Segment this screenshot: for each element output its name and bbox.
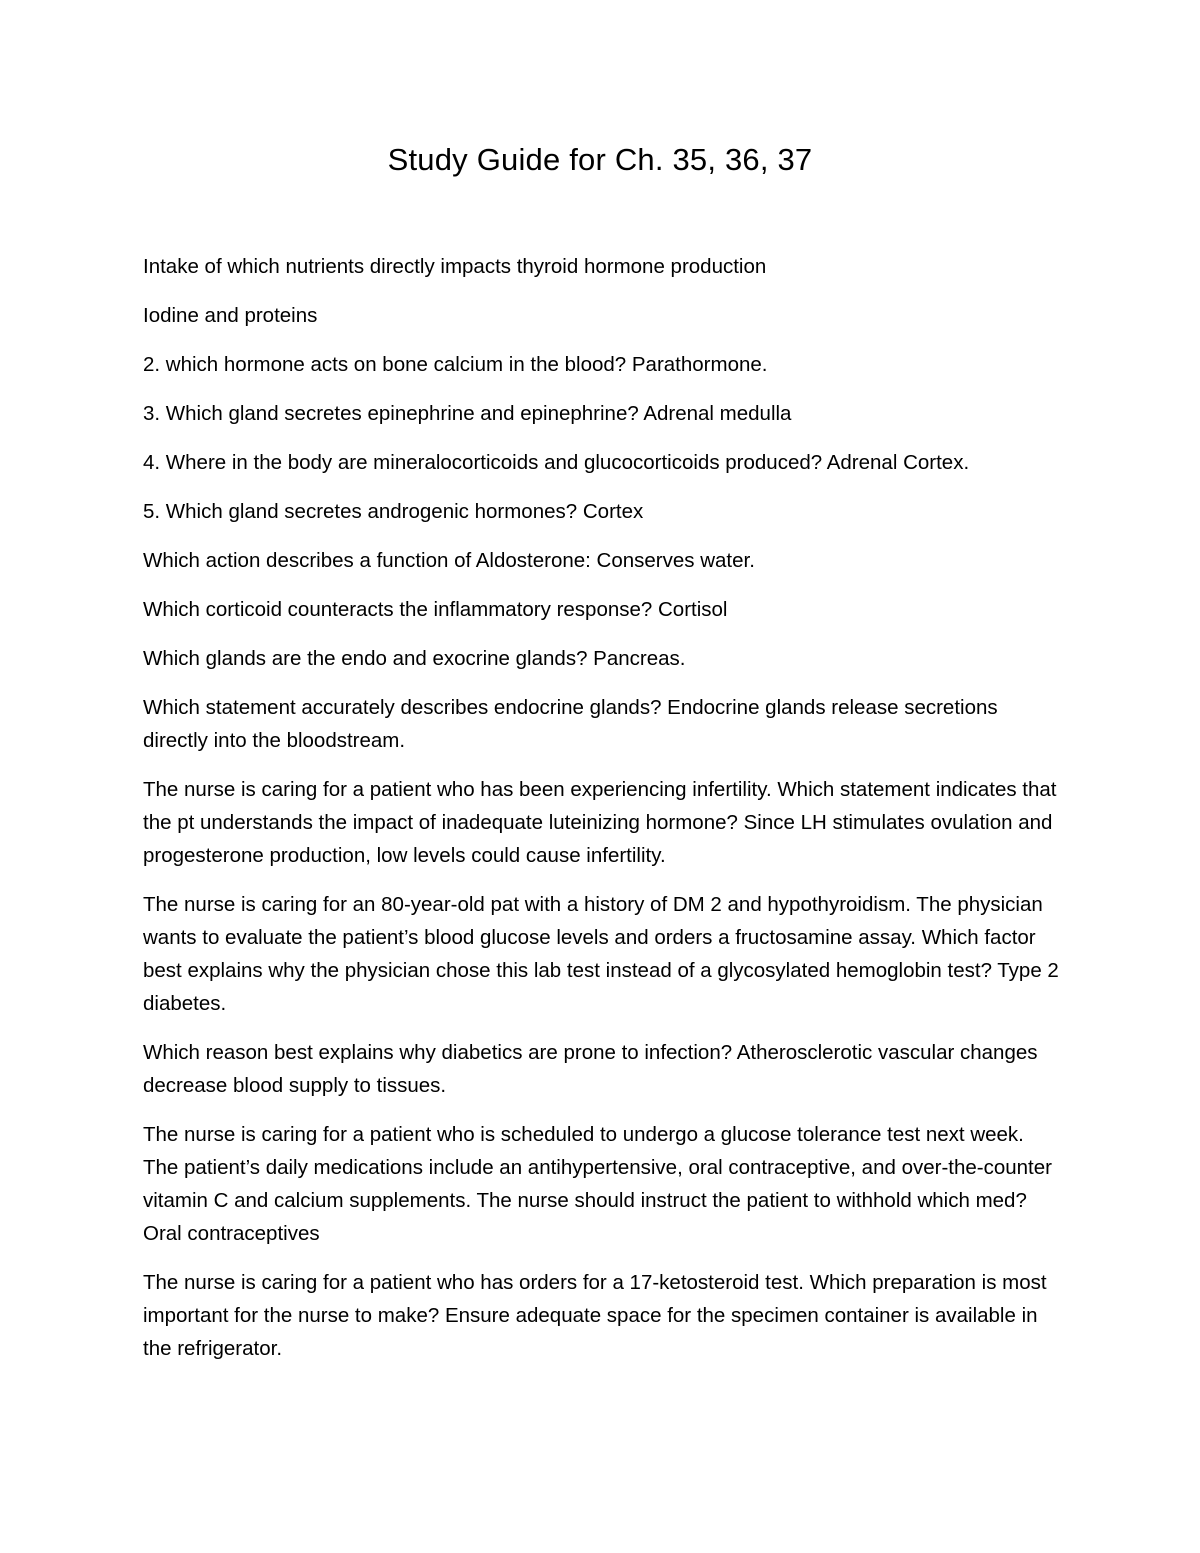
paragraph-12: The nurse is caring for an 80-year-old pat with a history of DM 2 and hypothyroidism. The physician wants to evaluate the patient’s blood glucose levels and orders a fructosamine assay. Which factor best explains why the physician chose this lab test instead of a glycosylated hemoglobin test? Type 2 diabetes. [143, 893, 1059, 1015]
paragraph-11: The nurse is caring for a patient who has been experiencing infertility. Which statement indicates that the pt understands the impact of inadequate luteinizing hormone? Since LH stimulates ovulation and progesterone production, low levels could cause infertility. [143, 778, 1057, 867]
paragraph-10: Which statement accurately describes endocrine glands? Endocrine glands release secretions directly into the bloodstream. [143, 696, 998, 752]
paragraph-2: Iodine and proteins [143, 304, 318, 327]
paragraph-5: 4. Where in the body are mineralocorticoids and glucocorticoids produced? Adrenal Cortex. [143, 451, 970, 474]
paragraph-15: The nurse is caring for a patient who has orders for a 17-ketosteroid test. Which preparation is most important for the nurse to make? Ensure adequate space for the specimen container is available in the refrigerator. [143, 1271, 1047, 1360]
paragraph-13: Which reason best explains why diabetics are prone to infection? Atherosclerotic vascular changes decrease blood supply to tissues. [143, 1041, 1038, 1097]
paragraph-9: Which glands are the endo and exocrine glands? Pancreas. [143, 647, 686, 670]
paragraph-14: The nurse is caring for a patient who is scheduled to undergo a glucose tolerance test next week. The patient’s daily medications include an antihypertensive, oral contraceptive, and over-the-counter vitamin C and calcium supplements. The nurse should instruct the patient to withhold which med? Oral contraceptives [143, 1123, 1052, 1245]
paragraph-7: Which action describes a function of Aldosterone: Conserves water. [143, 549, 755, 572]
paragraph-3: 2. which hormone acts on bone calcium in the blood? Parathormone. [143, 353, 768, 376]
paragraph-4: 3. Which gland secretes epinephrine and epinephrine? Adrenal medulla [143, 402, 792, 425]
document-body [143, 250, 1063, 1381]
paragraph-1: Intake of which nutrients directly impacts thyroid hormone production [143, 255, 767, 278]
document-title: Study Guide for Ch. 35, 36, 37 [387, 142, 813, 177]
paragraph-8: Which corticoid counteracts the inflammatory response? Cortisol [143, 598, 728, 621]
paragraph-6: 5. Which gland secretes androgenic hormones? Cortex [143, 500, 644, 523]
